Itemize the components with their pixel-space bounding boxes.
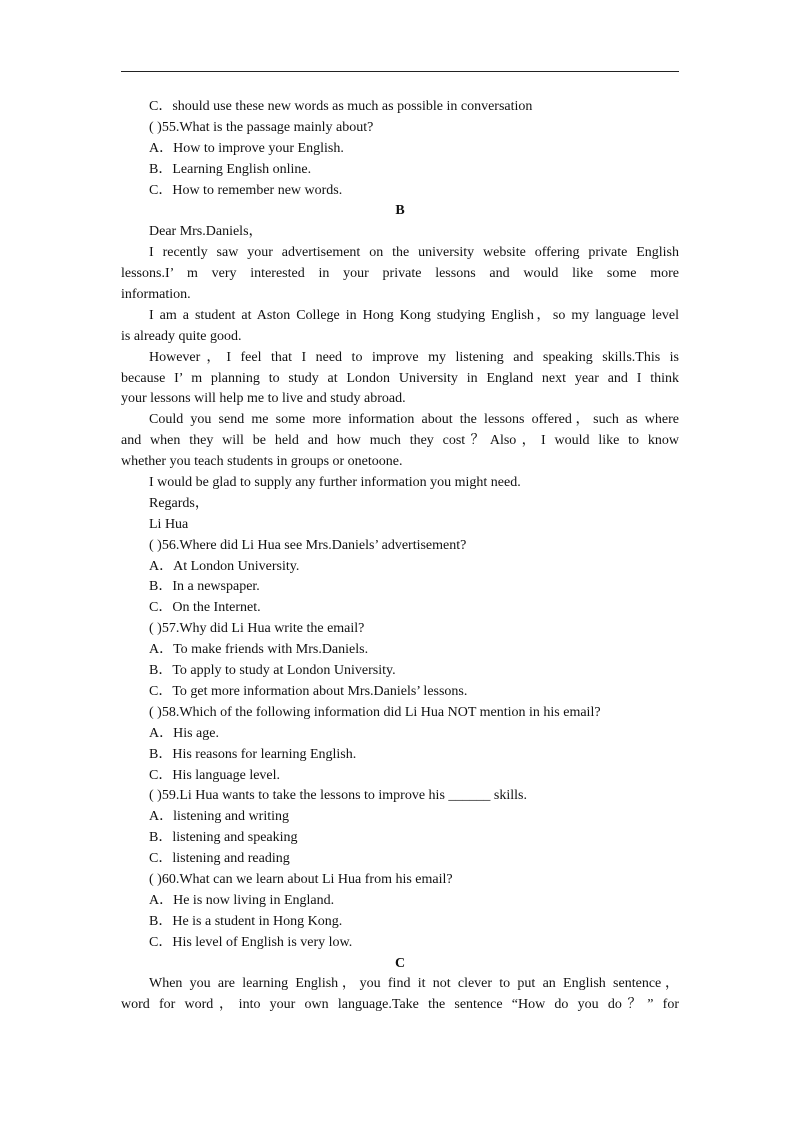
header-rule bbox=[121, 71, 679, 72]
letter-paragraph-4-line-2: and when they will be held and how much they cost？Also，I would like to know bbox=[121, 433, 679, 449]
letter-paragraph-1-line-2: lessons.I’ m very interested in your private lessons and would like some more bbox=[121, 266, 679, 282]
q60-option-c: C．His level of English is very low. bbox=[149, 934, 353, 950]
letter-paragraph-2-line-1: I am a student at Aston College in Hong Kong studying English，so my language level bbox=[149, 307, 679, 323]
q55-option-c: C．How to remember new words. bbox=[149, 182, 343, 198]
letter-paragraph-3-line-1: However，I feel that I need to improve my listening and speaking skills.This is bbox=[149, 349, 679, 365]
section-b-heading: B bbox=[395, 203, 405, 219]
q58-option-c: C．His language level. bbox=[149, 767, 281, 783]
letter-paragraph-2-line-2: is already quite good. bbox=[121, 328, 242, 344]
letter-paragraph-4-line-3: whether you teach students in groups or onetoone. bbox=[121, 454, 403, 470]
q59-option-c: C．listening and reading bbox=[149, 851, 290, 867]
section-c-paragraph-line-2: word for word，into your own language.Take the sentence “How do you do？” for bbox=[121, 997, 679, 1013]
letter-closing: Regards， bbox=[149, 495, 209, 511]
q55-option-a: A．How to improve your English. bbox=[149, 140, 344, 156]
q56-option-c: C．On the Internet. bbox=[149, 600, 261, 616]
q58-option-a: A．His age. bbox=[149, 725, 219, 741]
q54-option-c: C．should use these new words as much as possible in conversation bbox=[149, 99, 533, 114]
q55-stem: ( )55.What is the passage mainly about? bbox=[149, 119, 374, 135]
letter-paragraph-3-line-3: your lessons will help me to live and study abroad. bbox=[121, 391, 406, 407]
q57-option-a: A．To make friends with Mrs.Daniels. bbox=[149, 642, 369, 658]
q56-option-a: A．At London University. bbox=[149, 558, 300, 574]
q57-option-c: C．To get more information about Mrs.Daniels’ lessons. bbox=[149, 683, 468, 699]
q59-option-b: B．listening and speaking bbox=[149, 830, 298, 846]
q57-option-b: B．To apply to study at London University. bbox=[149, 663, 396, 679]
letter-salutation: Dear Mrs.Daniels， bbox=[149, 224, 263, 240]
q59-stem: ( )59.Li Hua wants to take the lessons to improve his ______ skills. bbox=[149, 788, 527, 804]
section-c-paragraph-line-1: When you are learning English，you find it not clever to put an English sentence， bbox=[149, 976, 679, 992]
q58-stem: ( )58.Which of the following information did Li Hua NOT mention in his email? bbox=[149, 704, 601, 720]
section-c-heading: C bbox=[394, 955, 406, 971]
document-body bbox=[121, 97, 679, 1016]
letter-signature: Li Hua bbox=[149, 516, 189, 532]
q60-option-b: B．He is a student in Hong Kong. bbox=[149, 913, 343, 929]
letter-paragraph-1-line-1: I recently saw your advertisement on the university website offering private English bbox=[149, 245, 679, 261]
letter-paragraph-3-line-2: because I’ m planning to study at London University in England next year and I think bbox=[121, 370, 679, 386]
q60-option-a: A．He is now living in England. bbox=[149, 892, 335, 908]
q55-option-b: B．Learning English online. bbox=[149, 161, 312, 177]
q56-option-b: B．In a newspaper. bbox=[149, 579, 260, 595]
q60-stem: ( )60.What can we learn about Li Hua from his email? bbox=[149, 871, 453, 887]
q59-option-a: A．listening and writing bbox=[149, 809, 289, 825]
letter-paragraph-5: I would be glad to supply any further information you might need. bbox=[149, 475, 521, 491]
q57-stem: ( )57.Why did Li Hua write the email? bbox=[149, 621, 365, 637]
q56-stem: ( )56.Where did Li Hua see Mrs.Daniels’ advertisement? bbox=[149, 537, 467, 553]
q58-option-b: B．His reasons for learning English. bbox=[149, 746, 357, 762]
letter-paragraph-1-line-3: information. bbox=[121, 287, 191, 303]
letter-paragraph-4-line-1: Could you send me some more information about the lessons offered，such as where bbox=[149, 412, 679, 428]
